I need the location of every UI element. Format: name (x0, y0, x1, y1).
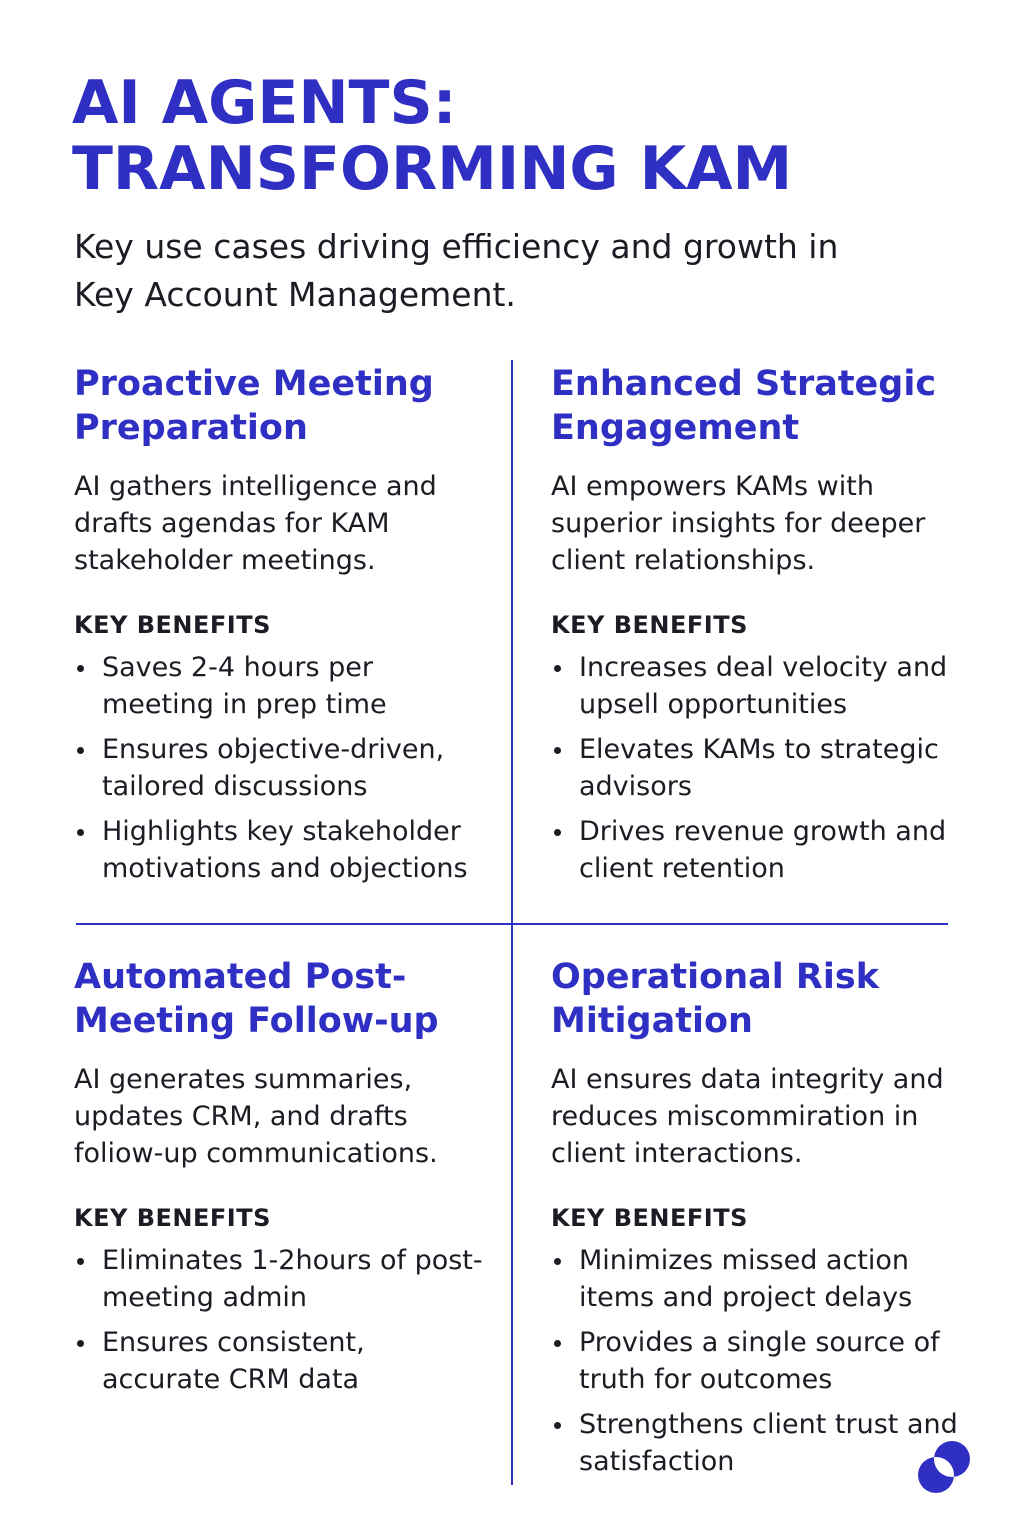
card-description: AI gathers intelligence and drafts agendas for KAM stakeholder meetings. (74, 471, 437, 576)
bullet-icon (77, 1340, 84, 1347)
card-description: AI empowers KAMs with superior insights for deeper client relationships. (551, 471, 926, 576)
benefit-item: Elevates KAMs to strategic advisors (551, 731, 961, 805)
card-title: Automated Post-Meeting Follow-up (74, 957, 439, 1041)
benefit-item: Highlights key stakeholder motivations and objections (74, 813, 489, 887)
use-case-card-meeting-preparation (74, 362, 489, 895)
bullet-icon (554, 829, 561, 836)
bullet-icon (77, 829, 84, 836)
page-subtitle: Key use cases driving efficiency and growth in Key Account Management. (74, 227, 839, 314)
benefits-list (551, 649, 961, 887)
card-description: AI ensures data integrity and reduces miscommiration in client interactions. (551, 1064, 944, 1169)
use-case-card-strategic-engagement (551, 362, 961, 895)
bullet-icon (554, 1340, 561, 1347)
use-case-card-risk-mitigation (551, 955, 961, 1488)
key-benefits-label: KEY BENEFITS (551, 1204, 748, 1232)
benefit-item: Saves 2-4 hours per meeting in prep time (74, 649, 489, 723)
page-title: AI AGENTS: TRANSFORMING KAM (72, 68, 793, 204)
use-case-card-post-meeting-follow-up (74, 955, 489, 1406)
bullet-icon (554, 1422, 561, 1429)
card-title: Enhanced Strategic Engagement (551, 364, 937, 448)
benefit-item: Drives revenue growth and client retention (551, 813, 961, 887)
benefits-list (551, 1242, 961, 1480)
card-description: AI generates summaries, updates CRM, and drafts foliow-up communications. (74, 1064, 438, 1169)
interlocking-circles-logo-icon (914, 1437, 974, 1497)
benefit-item: Strengthens client trust and satisfaction (551, 1406, 961, 1480)
bullet-icon (77, 1258, 84, 1265)
benefit-item: Ensures consistent, accurate CRM data (74, 1324, 489, 1398)
key-benefits-label: KEY BENEFITS (551, 611, 748, 639)
benefit-item: Eliminates 1-2hours of post-meeting admin (74, 1242, 489, 1316)
bullet-icon (554, 747, 561, 754)
bullet-icon (77, 747, 84, 754)
benefit-item: Provides a single source of truth for outcomes (551, 1324, 961, 1398)
bullet-icon (554, 1258, 561, 1265)
benefit-item: Minimizes missed action items and project delays (551, 1242, 961, 1316)
benefits-list (74, 649, 489, 887)
benefit-item: Ensures objective-driven, tailored discussions (74, 731, 489, 805)
benefit-item: Increases deal velocity and upsell opportunities (551, 649, 961, 723)
key-benefits-label: KEY BENEFITS (74, 1204, 271, 1232)
card-title: Proactive Meeting Preparation (74, 364, 434, 448)
key-benefits-label: KEY BENEFITS (74, 611, 271, 639)
bullet-icon (77, 665, 84, 672)
bullet-icon (554, 665, 561, 672)
benefits-list (74, 1242, 489, 1398)
horizontal-divider (76, 923, 948, 925)
card-title: Operational Risk Mitigation (551, 957, 879, 1041)
